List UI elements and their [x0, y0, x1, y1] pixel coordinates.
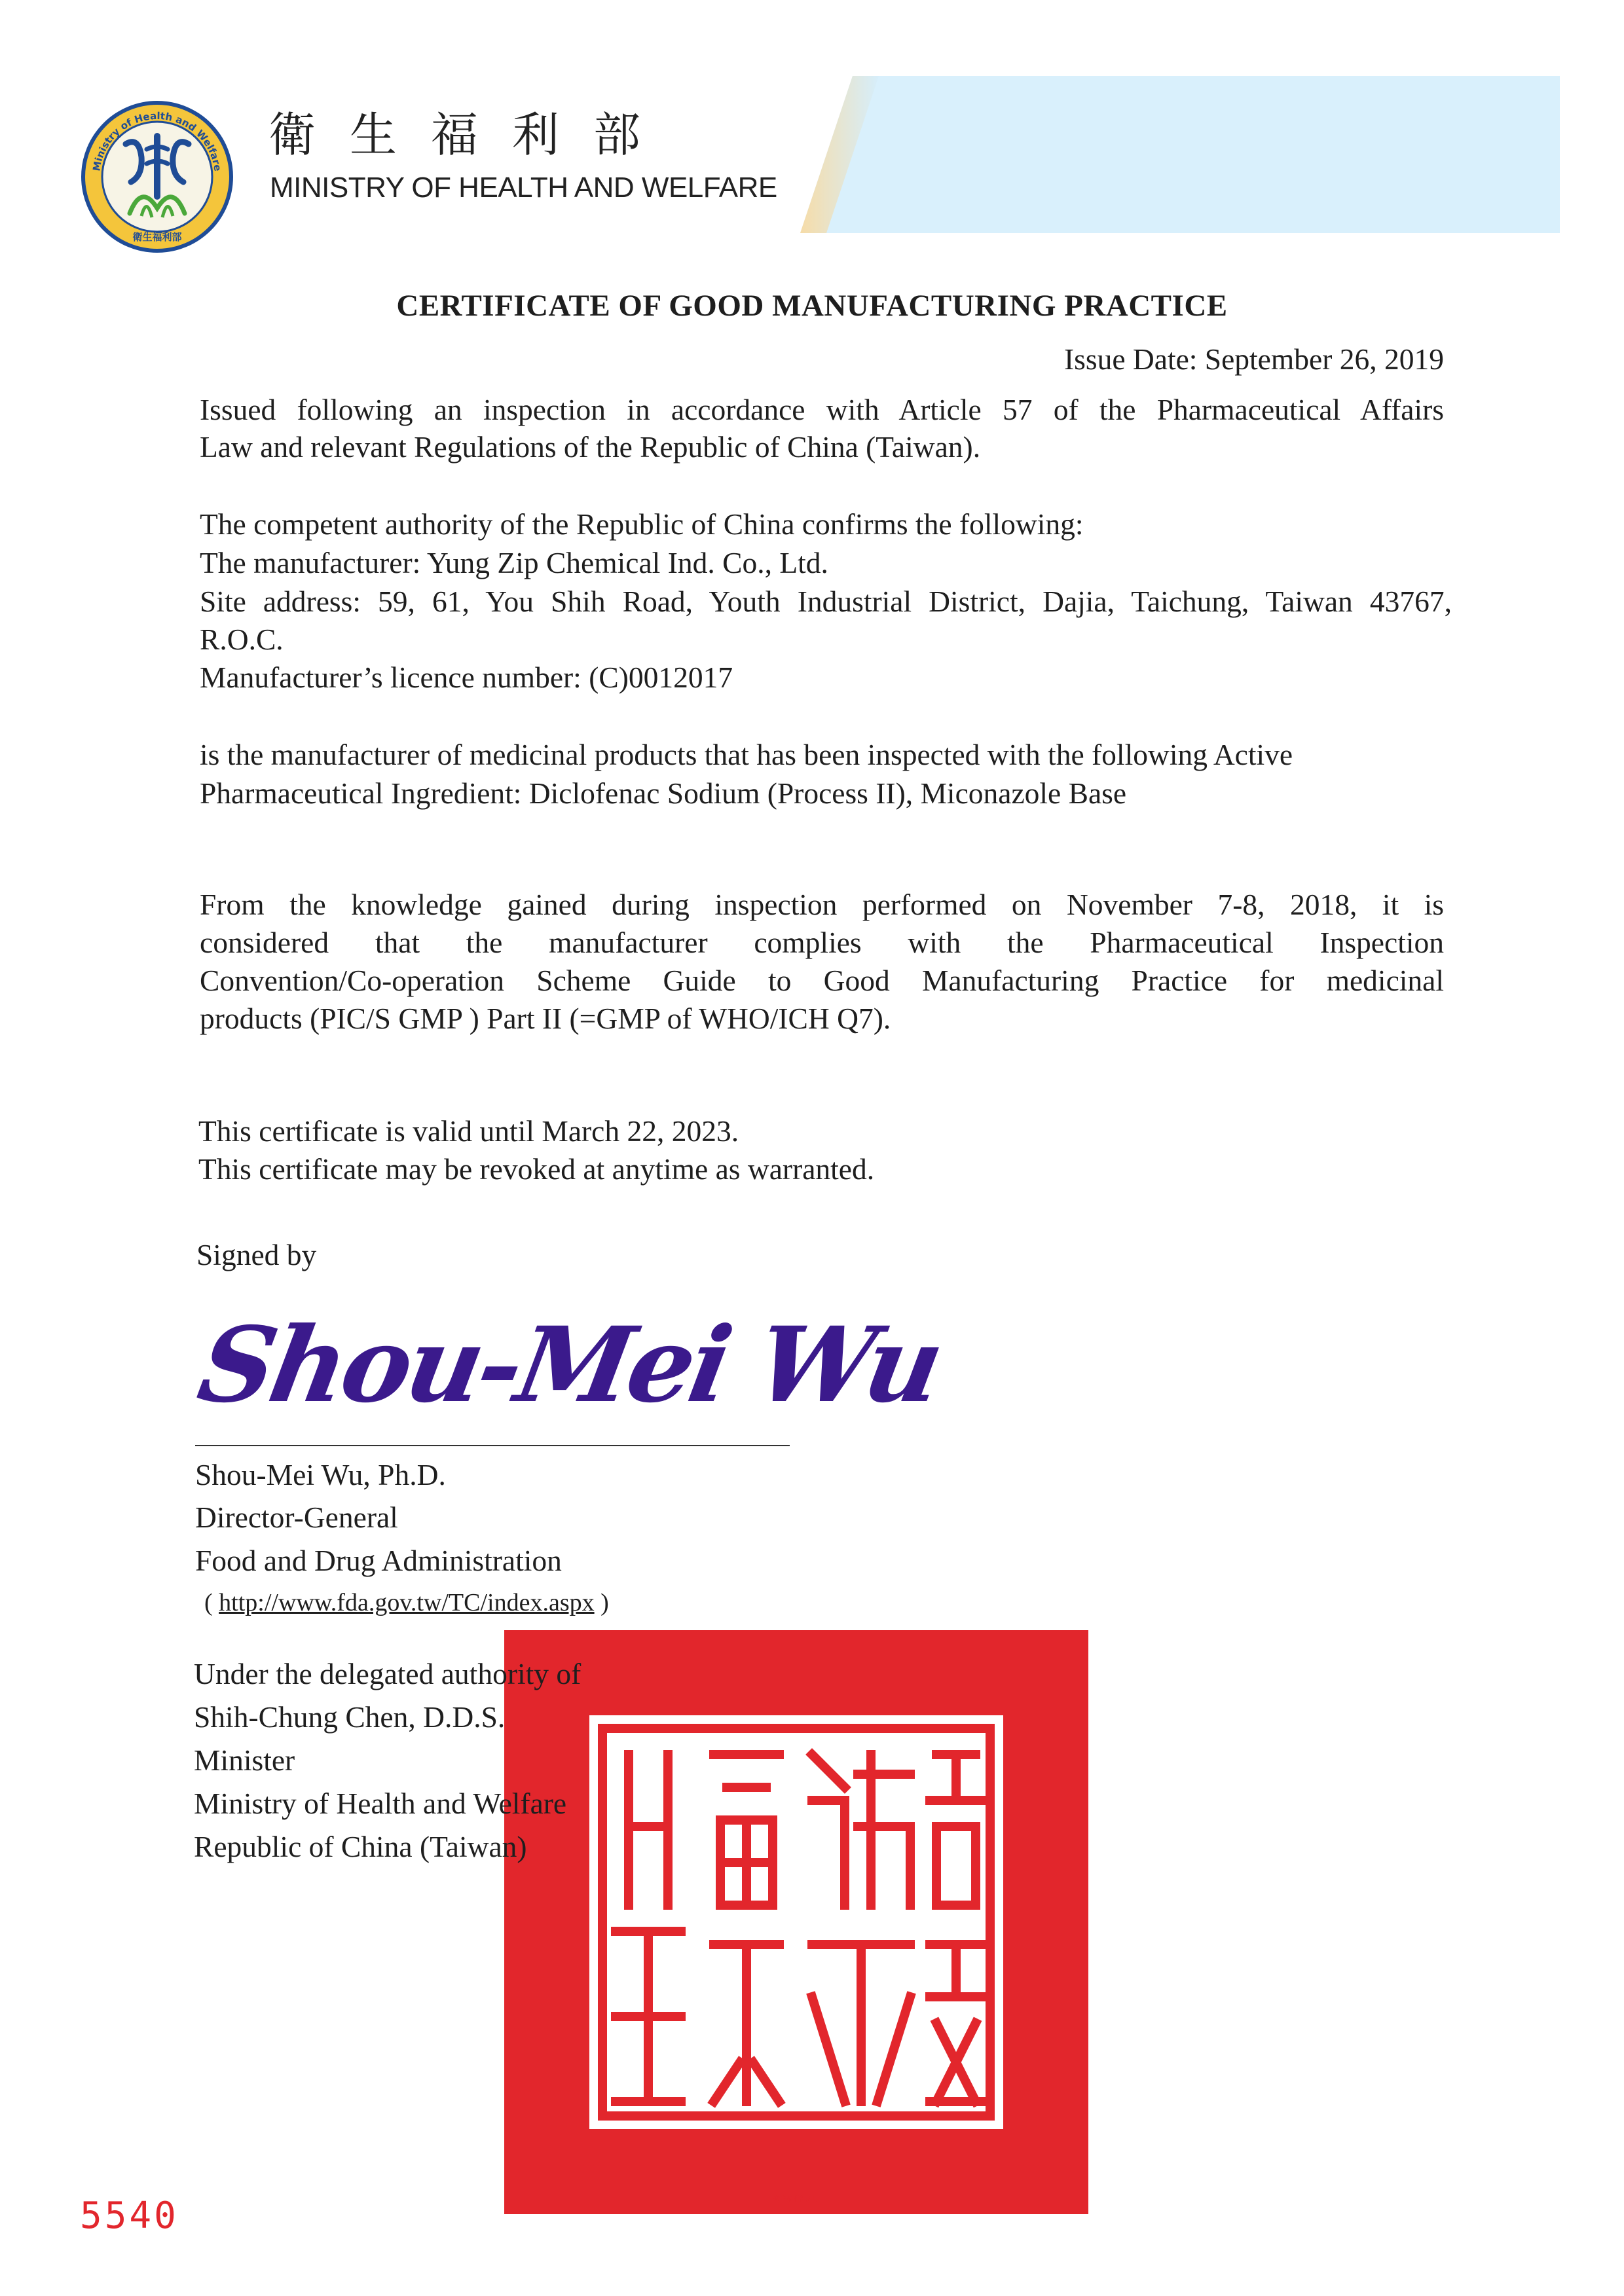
fda-url-line — [204, 1584, 609, 1622]
svg-text:衛生福利部: 衛生福利部 — [132, 231, 182, 243]
finding-line-4: products (PIC/S GMP ) Part II (=GMP of WHO/ICH Q7). — [200, 1002, 891, 1035]
signatory-organization: Food and Drug Administration — [195, 1544, 562, 1577]
revocation-statement: This certificate may be revoked at anytime as warranted. — [198, 1152, 875, 1186]
url-open-paren: ( — [204, 1589, 213, 1616]
signature-line — [195, 1445, 790, 1446]
intro-line-1: Issued following an inspection in accordance with Article 57 of the Pharmaceutical Affairs — [200, 393, 1444, 426]
signatory-position: Director-General — [195, 1501, 398, 1534]
svg-text:衛生福利部之印: 衛生福利部之印 — [773, 2196, 819, 2203]
url-close-paren: ) — [600, 1589, 609, 1616]
ministry-name-english: MINISTRY OF HEALTH AND WELFARE — [270, 172, 777, 204]
delegation-line-1: Under the delegated authority of — [194, 1657, 581, 1690]
delegation-line-5: Republic of China (Taiwan) — [194, 1830, 527, 1863]
confirm-statement: The competent authority of the Republic of China confirms the following: — [200, 507, 1084, 541]
intro-line-2: Law and relevant Regulations of the Republic of China (Taiwan). — [200, 430, 981, 464]
products-line-1: is the manufacturer of medicinal products that has been inspected with the following Active — [200, 738, 1293, 771]
ministry-name-chinese: 衛生福利部 — [268, 107, 675, 162]
handwritten-signature — [190, 1286, 949, 1437]
delegation-line-3: Minister — [194, 1743, 295, 1777]
site-address-line-2: R.O.C. — [200, 623, 284, 656]
finding-line-1: From the knowledge gained during inspection performed on November 7-8, 2018, it is — [200, 888, 1444, 921]
licence-number: Manufacturer’s licence number: (C)0012017 — [200, 661, 733, 694]
delegation-line-2: Shih-Chung Chen, D.D.S. — [194, 1700, 506, 1734]
signatory-name: Shou-Mei Wu, Ph.D. — [195, 1458, 446, 1491]
validity-statement: This certificate is valid until March 22, 2023. — [198, 1114, 739, 1148]
svg-text:Shou-Mei Wu: Shou-Mei Wu — [190, 1303, 949, 1426]
certificate-title: CERTIFICATE OF GOOD MANUFACTURING PRACTICE — [396, 289, 1228, 323]
signed-by-label: Signed by — [196, 1238, 317, 1271]
manufacturer-name: The manufacturer: Yung Zip Chemical Ind. Co., Ltd. — [200, 546, 828, 579]
finding-line-3: Convention/Co-operation Scheme Guide to Good Manufacturing Practice for medicinal — [200, 964, 1444, 997]
products-line-2: Pharmaceutical Ingredient: Diclofenac Sodium (Process II), Miconazole Base — [200, 776, 1127, 810]
site-address-line-1: Site address: 59, 61, You Shih Road, Youth Industrial District, Dajia, Taichung, Taiwan 43767, — [200, 585, 1452, 618]
issue-date: Issue Date: September 26, 2019 — [1064, 342, 1444, 376]
ministry-logo — [79, 98, 236, 255]
finding-line-2: considered that the manufacturer complies with the Pharmaceutical Inspection — [200, 926, 1444, 959]
svg-text:Ministry of Health and Welfare: Ministry of Health and Welfare — [90, 109, 224, 172]
document-number: 5540 — [80, 2195, 179, 2237]
fda-website-link[interactable]: http://www.fda.gov.tw/TC/index.aspx — [219, 1589, 595, 1616]
official-seal — [504, 1630, 1088, 2214]
header-banner — [800, 76, 1560, 233]
delegation-line-4: Ministry of Health and Welfare — [194, 1787, 567, 1820]
